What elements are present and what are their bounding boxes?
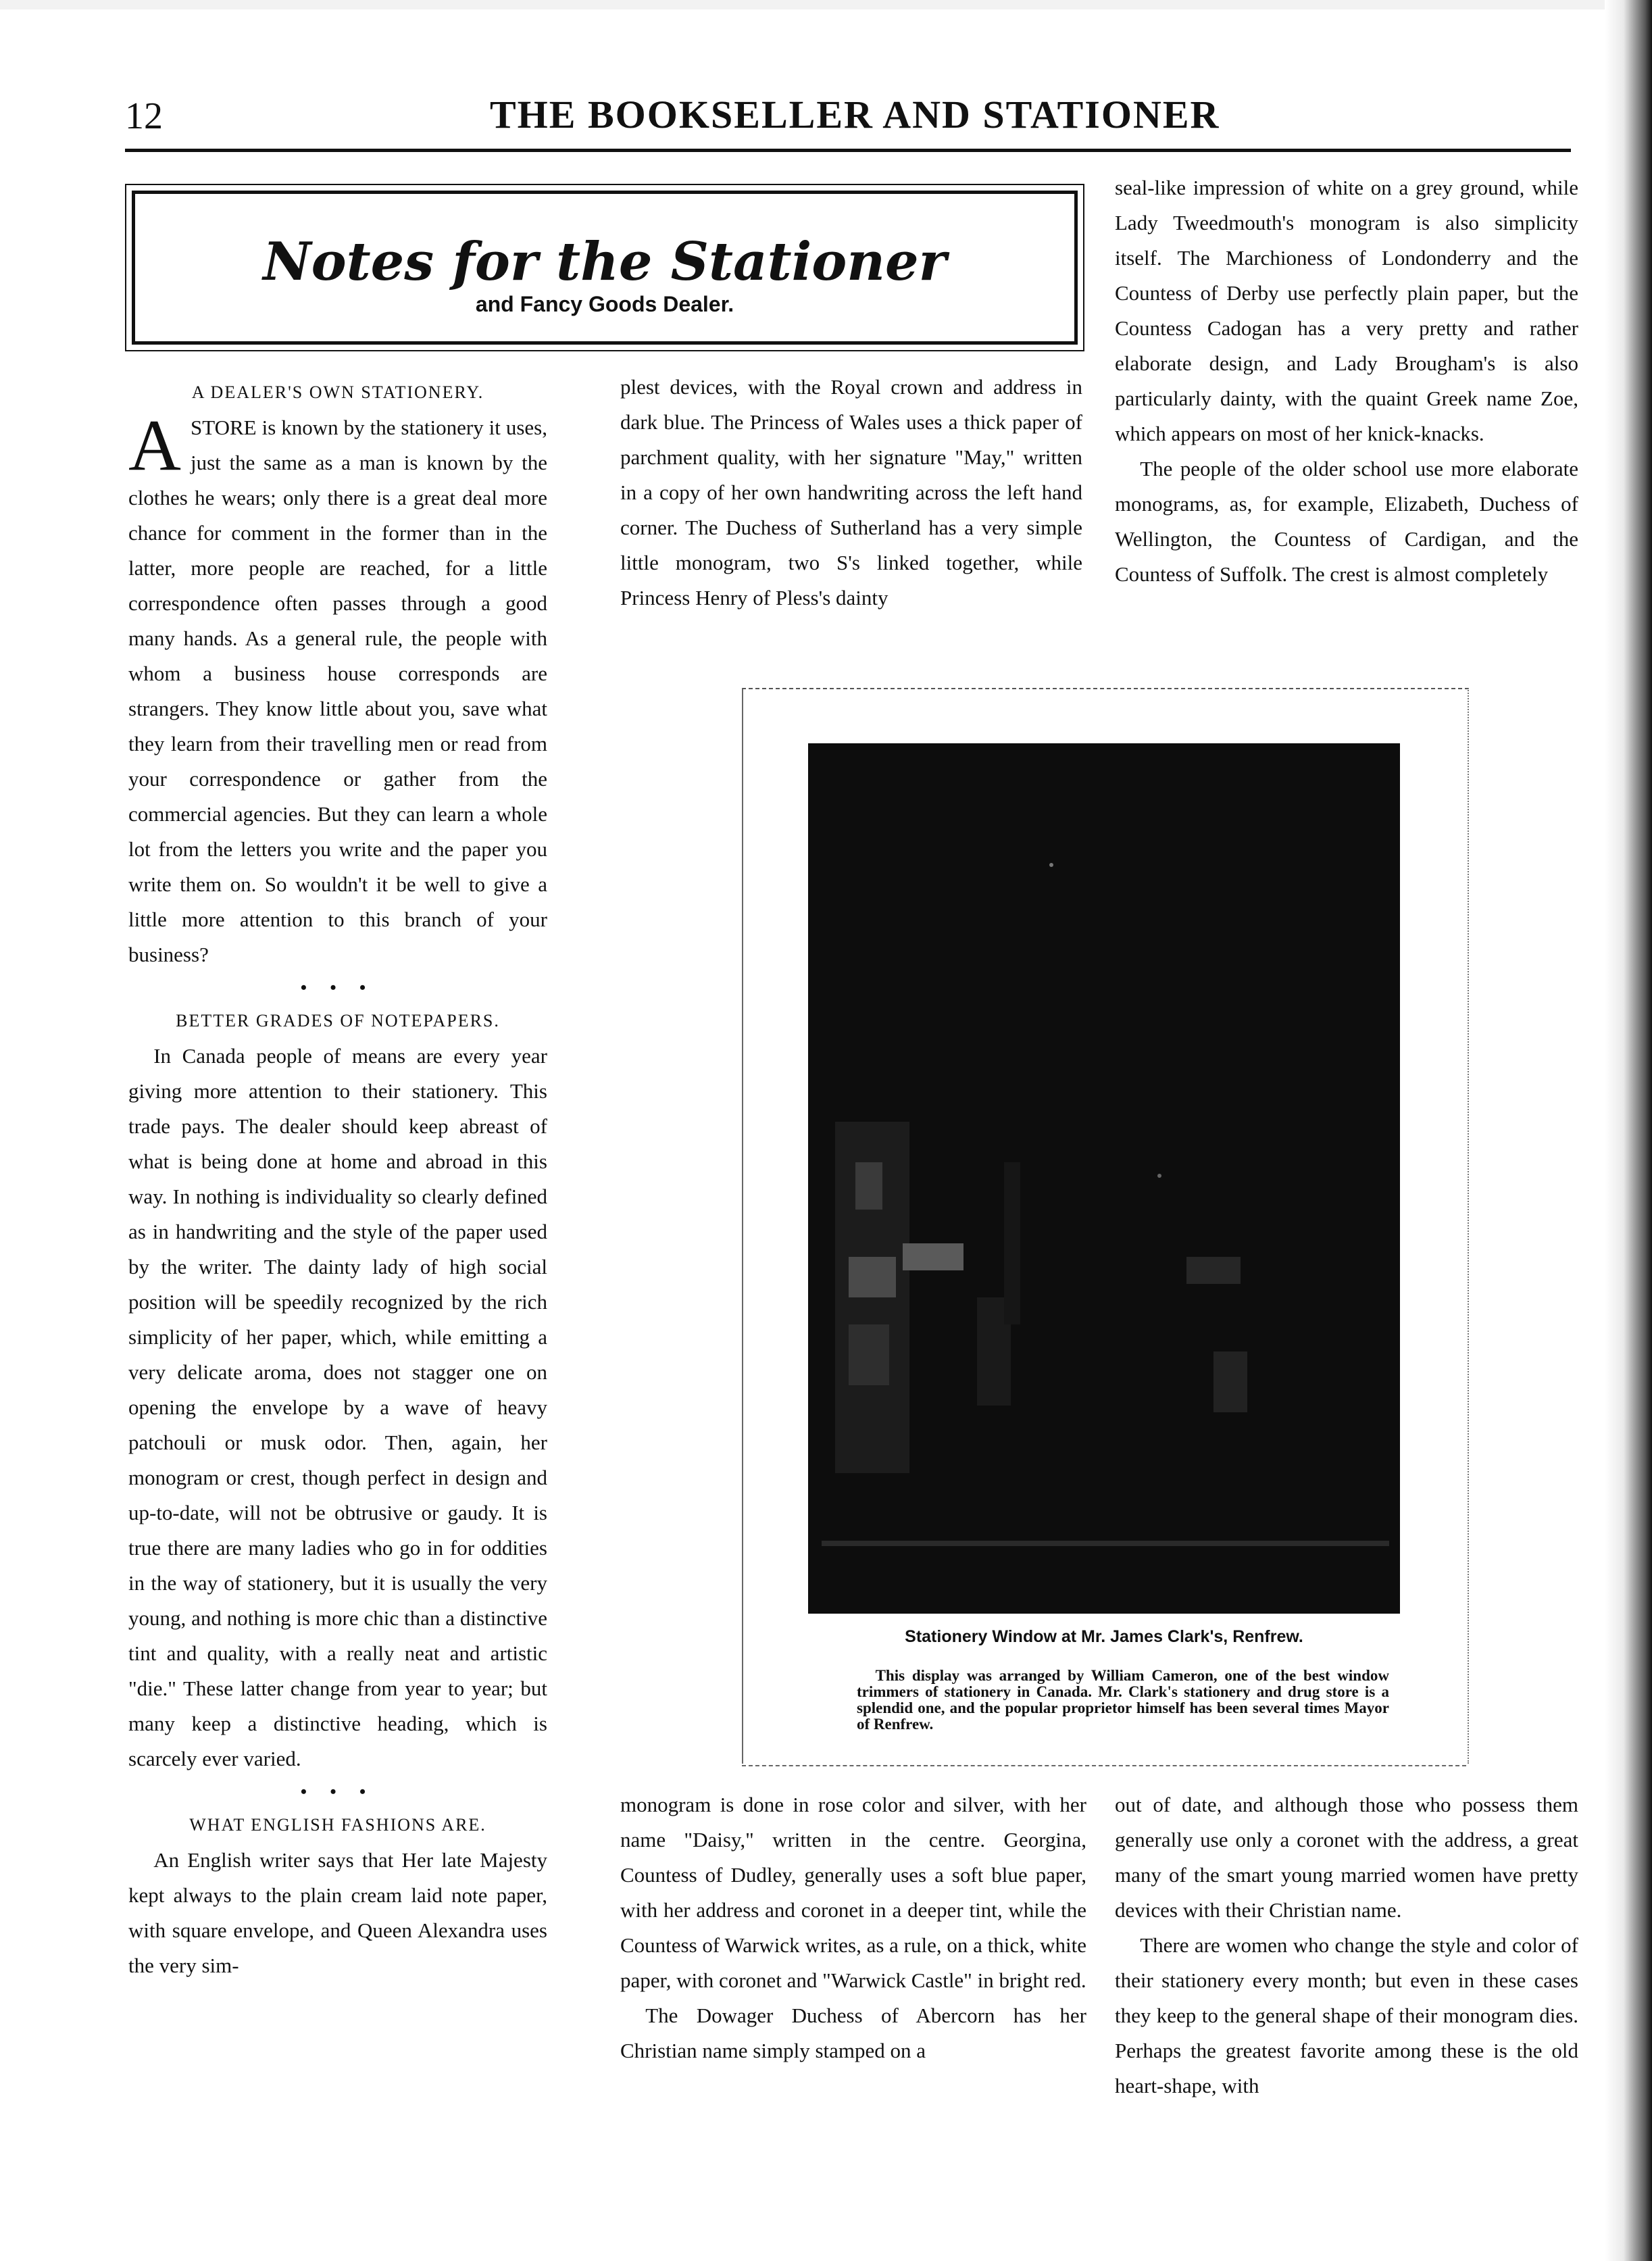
section-divider-2: • • • [300,1782,376,1802]
heading-english-fashions: WHAT ENGLISH FASHIONS ARE. [189,1815,486,1835]
paragraph-7: monogram is done in rose color and silver, with her name "Daisy," written in the centre. Georgina, Countess of Dudley, generally uses a soft blue paper, with her address and coronet in a deeper tint, while the Countess of Warwick writes, as a rule, on a thick, white paper, with coronet and "Warwick Castle" in bright red. [620,1793,1086,1992]
paragraph-1 [128,405,547,972]
paragraph-3: An English writer says that Her late Majesty kept always to the plain cream laid note paper, with square envelope, and Queen Alexandra uses the very sim- [128,1848,547,1977]
paragraph-9: out of date, and although those who possess them generally use only a coronet with the address, a great many of the smart young married women have pretty devices with their Christian name. [1115,1793,1578,1922]
window-display-photo [808,743,1400,1614]
scan-right-edge [1605,0,1652,2261]
photo-title: Stationery Window at Mr. James Clark's, Renfrew. [905,1627,1303,1646]
column-3-top [1115,170,1578,592]
scan-top-edge [0,0,1652,9]
paragraph-2: In Canada people of means are every year giving more attention to their stationery. This trade pays. The dealer should keep abreast of what is being done at home and abroad in this way. In nothing is individuality so clearly defined as in handwriting and the style of the paper used by the writer. The dainty lady of high social position will be speedily recognized by the rich simplicity of her paper, which, while emitting a very delicate aroma, does not stagger one on opening the envelope by a wave of heavy patchouli or musk odor. Then, again, her monogram or crest, though perfect in design and up-to-date, will not be obtrusive or gaudy. It is true there are many ladies who go in for oddities in the way of stationery, but it is usually the very young, and nothing is more chic than a distinctive tint and quality, with a really neat and artistic "die." These latter change from year to year; but many keep a distinctive heading, which is scarcely ever varied. [128,1044,547,1770]
paragraph-1-text: STORE is known by the stationery it uses, just the same as a man is known by the clothes he wears; only there is a great deal more chance for comment in the former than in the latter, more people are reached, for a little correspondence often passes through a good many hands. As a general rule, the people with whom a business house corresponds are strangers. They know little about you, save what they learn from their travelling men or read from your correspondence or gather from the commercial agencies. But they can learn a whole lot from the letters you write and the paper you write them on. So wouldn't it be well to give a little more attention to this branch of your business? [128,416,547,966]
page-number: 12 [125,95,163,137]
section-divider-1: • • • [300,978,376,997]
column-2-top [620,370,1082,616]
running-head: THE BOOKSELLER AND STATIONER [490,93,1220,136]
heading-better-grades: BETTER GRADES OF NOTEPAPERS. [176,1011,500,1030]
paragraph-6: The people of the older school use more elaborate monograms, as, for example, Elizabeth, Duchess of Wellington, the Countess of Cardigan, and the Countess of Suffolk. The crest is almost completely [1115,457,1578,586]
column-1 [128,375,547,1983]
section-title: Notes for the Stationer [263,231,947,293]
section-title-box [132,191,1078,345]
paragraph-5: seal-like impression of white on a grey ground, while Lady Tweedmouth's monogram is also simplicity itself. The Marchioness of Londonderry and the Countess of Derby use perfectly plain paper, but the Countess Cadogan has a very pretty and rather elaborate design, and Lady Brougham's is also particularly dainty, with the quaint Greek name Zoe, which appears on most of her knick-knacks. [1115,176,1578,445]
heading-dealers-stationery: A DEALER'S OWN STATIONERY. [191,382,484,402]
section-subtitle: and Fancy Goods Dealer. [475,292,734,316]
column-3-bottom [1115,1787,1578,2104]
column-2-bottom [620,1787,1086,2068]
drop-cap: A [128,405,181,486]
header-rule [125,149,1571,152]
photo-bottom-rule [742,1765,1466,1766]
photo-caption: This display was arranged by William Cameron, one of the best window trimmers of stationery in Canada. Mr. Clark's stationery and drug store is a splendid one, and the popular proprietor himself has been several times Mayor of Renfrew. [857,1667,1389,1733]
paragraph-8: The Dowager Duchess of Abercorn has her Christian name simply stamped on a [620,2004,1086,2062]
paragraph-4: plest devices, with the Royal crown and address in dark blue. The Princess of Wales uses a thick paper of parchment quality, with her signature "May," written in a copy of her own handwriting across the left hand corner. The Duchess of Sutherland has a very simple little monogram, two S's linked together, while Princess Henry of Pless's dainty [620,375,1082,610]
paragraph-10: There are women who change the style and color of their stationery every month; but even in these cases they keep to the general shape of their monogram dies. Perhaps the greatest favorite among these is the old heart-shape, with [1115,1933,1578,2097]
